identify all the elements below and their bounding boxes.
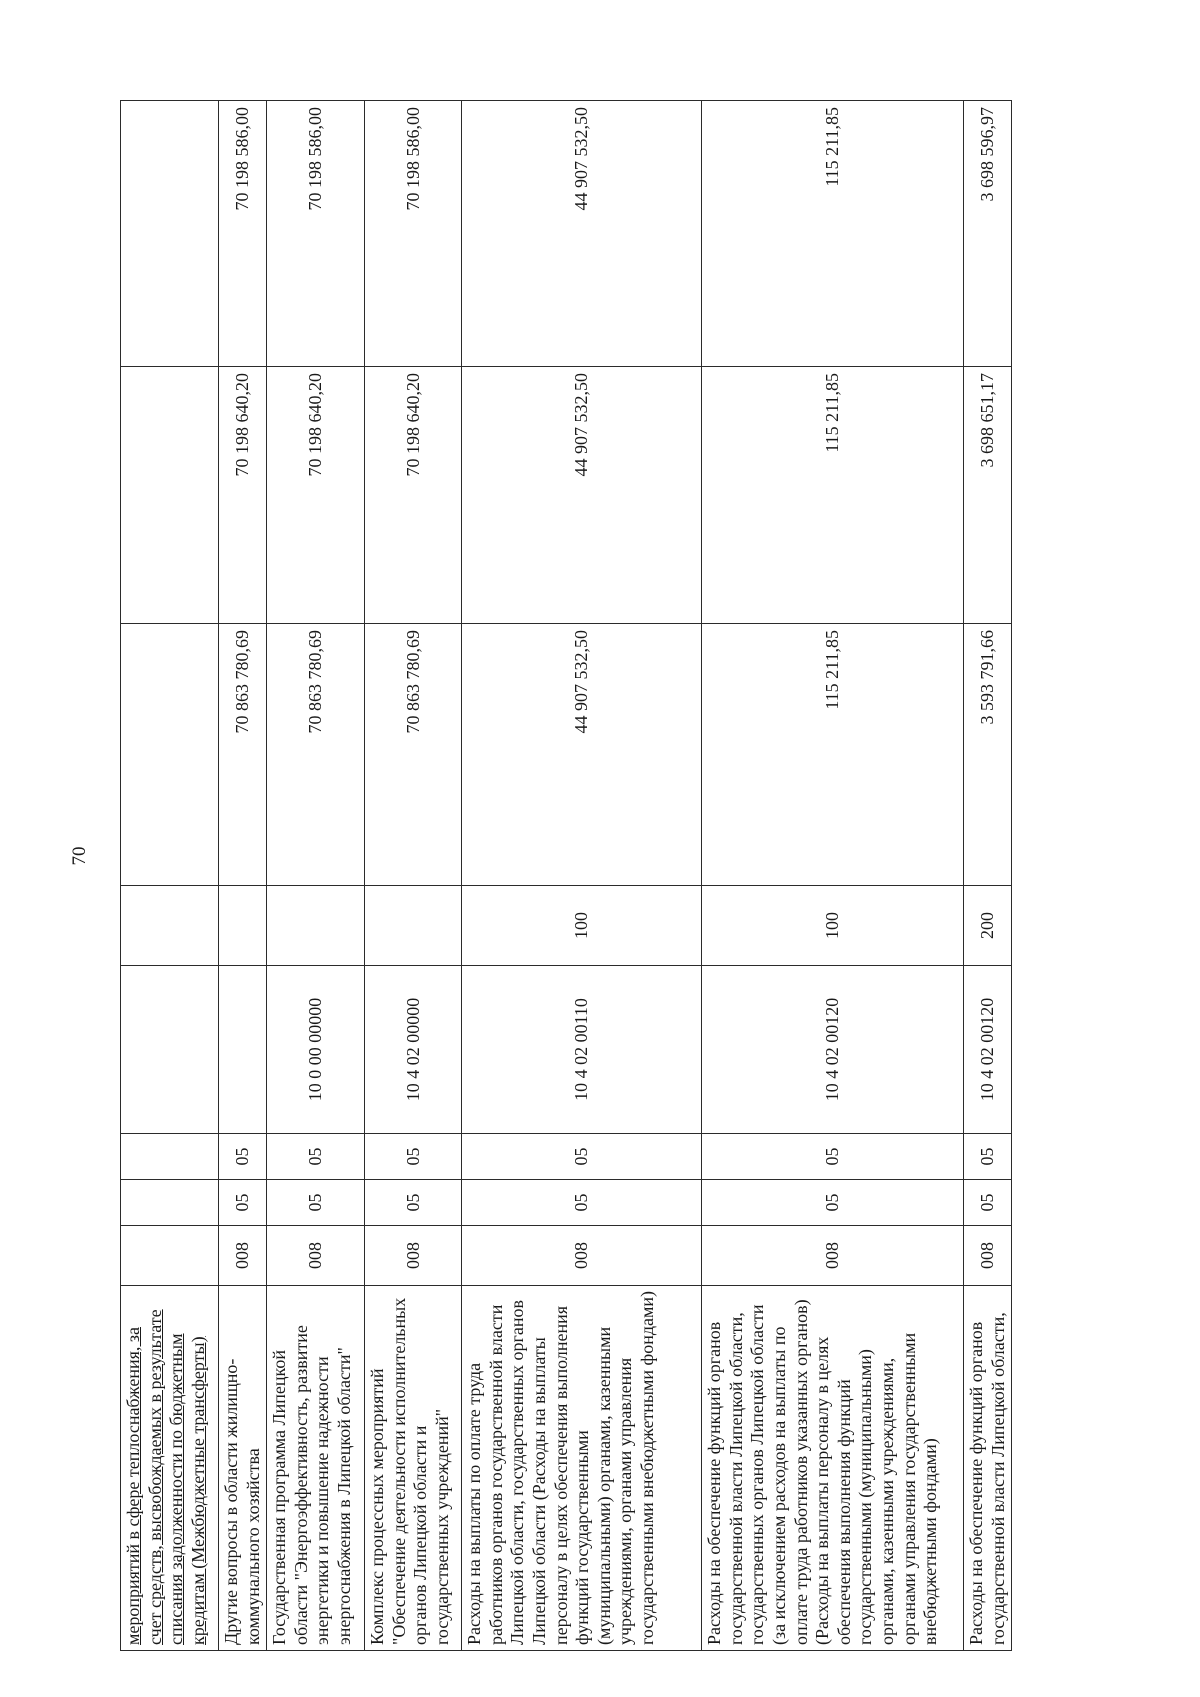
budget-table [120, 100, 1012, 1651]
cell-sum-2: 44 907 532,50 [462, 367, 702, 624]
cell-sum-2: 115 211,85 [702, 367, 964, 624]
cell-sum-1: 44 907 532,50 [462, 624, 702, 886]
table-row [121, 101, 219, 1651]
cell-grbs: 008 [365, 1226, 462, 1286]
cell-name [121, 1286, 219, 1651]
cell-sum-3: 44 907 532,50 [462, 101, 702, 367]
cell-sum-1 [121, 624, 219, 886]
cell-sum-2 [121, 367, 219, 624]
table-row [462, 101, 702, 1651]
cell-csr: 10 4 02 00120 [964, 966, 1012, 1134]
cell-grbs [121, 1226, 219, 1286]
cell-grbs: 008 [267, 1226, 365, 1286]
cell-sum-3: 70 198 586,00 [267, 101, 365, 367]
cell-sum-3: 70 198 586,00 [219, 101, 267, 367]
cell-vr: 200 [964, 886, 1012, 966]
table-row [267, 101, 365, 1651]
budget-table-sheet [120, 101, 1020, 1651]
cell-rz: 05 [702, 1180, 964, 1226]
cell-pr: 05 [462, 1134, 702, 1180]
cell-sum-3: 115 211,85 [702, 101, 964, 367]
cell-rz: 05 [462, 1180, 702, 1226]
cell-pr: 05 [365, 1134, 462, 1180]
cell-pr: 05 [964, 1134, 1012, 1180]
cell-sum-2: 70 198 640,20 [267, 367, 365, 624]
cell-sum-1: 70 863 780,69 [365, 624, 462, 886]
cell-grbs: 008 [702, 1226, 964, 1286]
cell-vr: 100 [702, 886, 964, 966]
table-row [702, 101, 964, 1651]
cell-pr: 05 [219, 1134, 267, 1180]
cell-name: Государственная программа Липецкой области "Энергоэффективность, развитие энергетики и повышение надежности энергоснабжения в Липецкой области" [267, 1286, 365, 1651]
cell-name: Другие вопросы в области жилищно-коммунального хозяйства [219, 1286, 267, 1651]
cell-sum-1: 115 211,85 [702, 624, 964, 886]
cell-name: Комплекс процессных мероприятий "Обеспечение деятельности исполнительных органов Липецкой области и государственных учреждений" [365, 1286, 462, 1651]
cell-vr: 100 [462, 886, 702, 966]
cell-grbs: 008 [219, 1226, 267, 1286]
cell-vr [121, 886, 219, 966]
cell-sum-3: 70 198 586,00 [365, 101, 462, 367]
cell-sum-1: 3 593 791,66 [964, 624, 1012, 886]
cell-csr: 10 0 00 00000 [267, 966, 365, 1134]
cell-rz: 05 [365, 1180, 462, 1226]
cell-rz: 05 [267, 1180, 365, 1226]
cell-sum-3 [121, 101, 219, 367]
cell-name: Расходы на обеспечение функций органов государственной власти Липецкой области, [964, 1286, 1012, 1651]
cell-pr: 05 [702, 1134, 964, 1180]
cell-sum-3: 3 698 596,97 [964, 101, 1012, 367]
cell-csr: 10 4 02 00110 [462, 966, 702, 1134]
row-name-text: мероприятий в сфере теплоснабжения, за счет средств, высвобождаемых в результате списания задолженности по бюджетным кредитам (Межбюджетные трансферты) [123, 1309, 208, 1645]
cell-sum-2: 70 198 640,20 [365, 367, 462, 624]
cell-grbs: 008 [462, 1226, 702, 1286]
cell-csr [121, 966, 219, 1134]
cell-sum-1: 70 863 780,69 [267, 624, 365, 886]
table-row [365, 101, 462, 1651]
cell-pr: 05 [267, 1134, 365, 1180]
cell-pr [121, 1134, 219, 1180]
cell-rz [121, 1180, 219, 1226]
cell-grbs: 008 [964, 1226, 1012, 1286]
cell-sum-2: 70 198 640,20 [219, 367, 267, 624]
table-row [219, 101, 267, 1651]
page-number: 70 [69, 846, 90, 866]
cell-name: Расходы на обеспечение функций органов государственной власти Липецкой области, государственных органов Липецкой области (за исключением расходов на выплаты по оплате труда работников указанных органов) (Расходы на выплаты персоналу в целях обеспечения выполнения функций государственными (муниципальными) органами, казенными учреждениями, органами управления государственными внебюджетными фондами) [702, 1286, 964, 1651]
cell-rz: 05 [964, 1180, 1012, 1226]
cell-rz: 05 [219, 1180, 267, 1226]
cell-sum-1: 70 863 780,69 [219, 624, 267, 886]
cell-vr [267, 886, 365, 966]
cell-vr [365, 886, 462, 966]
cell-vr [219, 886, 267, 966]
cell-sum-2: 3 698 651,17 [964, 367, 1012, 624]
cell-csr [219, 966, 267, 1134]
cell-name: Расходы на выплаты по оплате труда работников органов государственной власти Липецкой области, государственных органов Липецкой области (Расходы на выплаты персоналу в целях обеспечения выполнения функций государственными (муниципальными) органами, казенными учреждениями, органами управления государственными внебюджетными фондами) [462, 1286, 702, 1651]
table-row [964, 101, 1012, 1651]
cell-csr: 10 4 02 00000 [365, 966, 462, 1134]
cell-csr: 10 4 02 00120 [702, 966, 964, 1134]
